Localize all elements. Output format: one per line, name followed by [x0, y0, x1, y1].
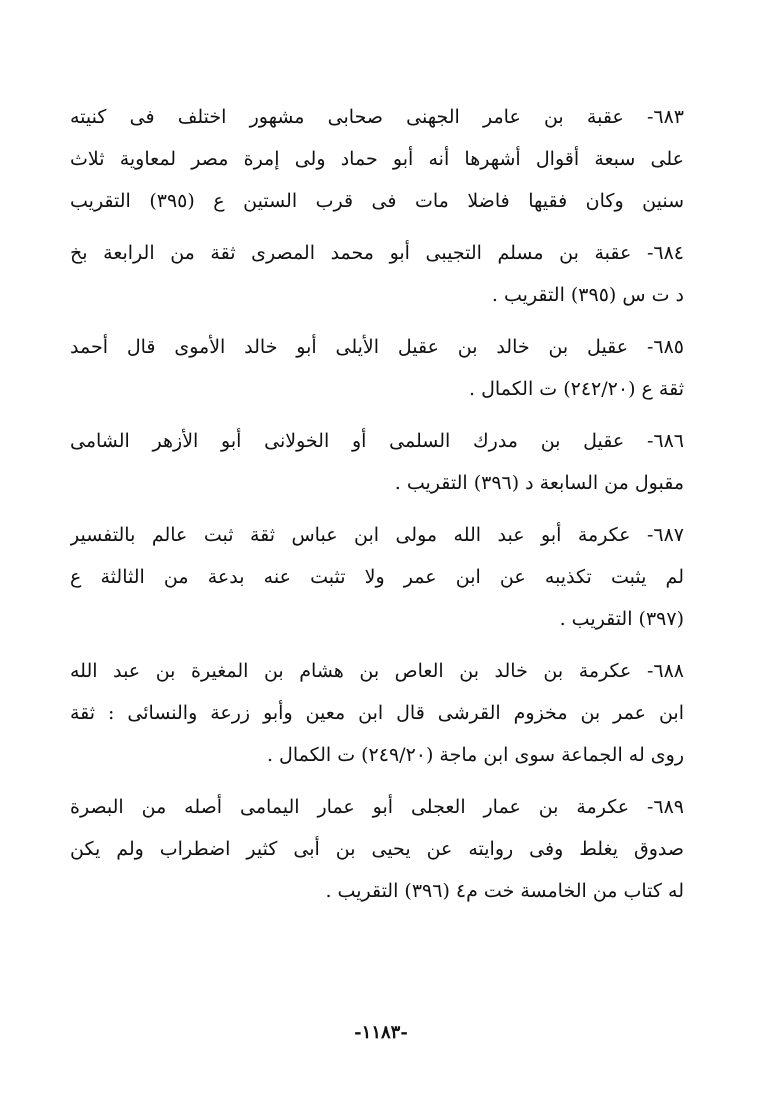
- page-number: -١١٨٣-: [354, 1022, 408, 1043]
- entry-line: ٦٨٧- عكرمة أبو عبد الله مولى ابن عباس ثقة ثبت عالم بالتفسير: [70, 524, 684, 546]
- entry-line: (٣٩٧) التقريب .: [559, 608, 684, 630]
- entries-list: [70, 96, 684, 922]
- entry-line: ثقة ع (٢٤٢/٢٠) ت الكمال .: [469, 378, 684, 400]
- entry-line: سنين وكان فقيها فاضلا مات فى قرب الستين ع (٣٩٥) التقريب: [70, 190, 684, 212]
- entry-line: روى له الجماعة سوى ابن ماجة (٢٤٩/٢٠) ت الكمال .: [266, 744, 684, 766]
- entry-line: ٦٨٦- عقيل بن مدرك السلمى أو الخولانى أبو الأزهر الشامى: [70, 430, 684, 452]
- entry-line: ابن عمر بن مخزوم القرشى قال ابن معين وأبو زرعة والنسائى : ثقة: [70, 702, 684, 724]
- entry-689: [70, 786, 684, 912]
- entry-line: له كتاب من الخامسة خت م٤ (٣٩٦) التقريب .: [325, 880, 684, 902]
- entry-line: د ت س (٣٩٥) التقريب .: [491, 284, 684, 306]
- entry-line: مقبول من السابعة د (٣٩٦) التقريب .: [394, 472, 684, 494]
- entry-line: صدوق يغلط وفى روايته عن يحيى بن أبى كثير اضطراب ولم يكن: [70, 838, 684, 860]
- entry-line: ٦٨٥- عقيل بن خالد بن عقيل الأيلى أبو خالد الأموى قال أحمد: [70, 336, 684, 358]
- entry-683: [70, 96, 684, 222]
- entry-685: [70, 326, 684, 410]
- entry-line: ٦٨٣- عقبة بن عامر الجهنى صحابى مشهور اختلف فى كنيته: [70, 106, 684, 128]
- entry-686: [70, 420, 684, 504]
- entry-line: ٦٨٤- عقبة بن مسلم التجيبى أبو محمد المصرى ثقة من الرابعة بخ: [70, 242, 684, 264]
- entry-line: ٦٨٨- عكرمة بن خالد بن العاص بن هشام بن المغيرة بن عبد الله: [70, 660, 684, 682]
- entry-688: [70, 650, 684, 776]
- entry-687: [70, 514, 684, 640]
- entry-line: ٦٨٩- عكرمة بن عمار العجلى أبو عمار اليمامى أصله من البصرة: [70, 796, 684, 818]
- entry-line: على سبعة أقوال أشهرها أنه أبو حماد ولى إمرة مصر لمعاوية ثلاث: [70, 148, 684, 170]
- entry-line: لم يثبت تكذيبه عن ابن عمر ولا تثبت عنه بدعة من الثالثة ع: [70, 566, 684, 588]
- entry-684: [70, 232, 684, 316]
